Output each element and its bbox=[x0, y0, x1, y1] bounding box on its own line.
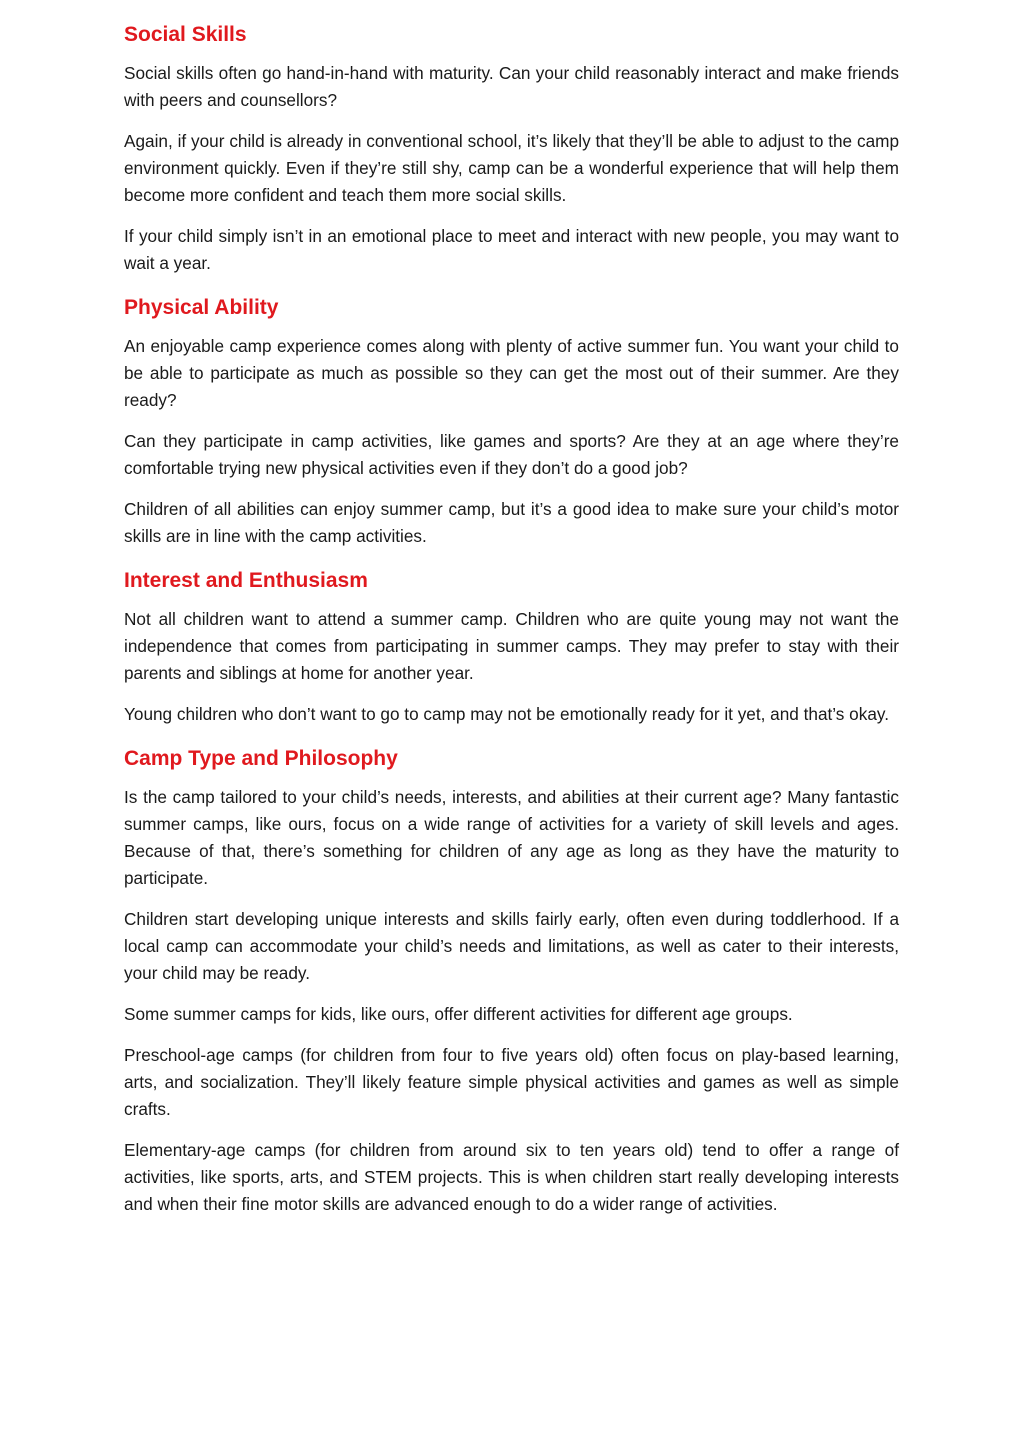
paragraph: Some summer camps for kids, like ours, offer different activities for different age groups. bbox=[124, 1004, 793, 1024]
section-heading: Camp Type and Philosophy bbox=[124, 747, 398, 770]
section-heading: Physical Ability bbox=[124, 296, 279, 319]
paragraph: An enjoyable camp experience comes along with plenty of active summer fun. You want your child to be able to participate as much as possible so they can get the most out of their summer. Are they ready? bbox=[124, 336, 899, 410]
paragraph: Elementary-age camps (for children from around six to ten years old) tend to offer a range of activities, like sports, arts, and STEM projects. This is when children start really developing interests and when their fine motor skills are advanced enough to do a wider range of activities. bbox=[124, 1140, 899, 1214]
paragraph: Young children who don’t want to go to camp may not be emotionally ready for it yet, and that’s okay. bbox=[124, 704, 889, 724]
paragraph: Can they participate in camp activities, like games and sports? Are they at an age where they’re comfortable trying new physical activities even if they don’t do a good job? bbox=[124, 431, 899, 478]
paragraph: Children of all abilities can enjoy summer camp, but it’s a good idea to make sure your child’s motor skills are in line with the camp activities. bbox=[124, 499, 899, 546]
paragraph: Social skills often go hand-in-hand with maturity. Can your child reasonably interact and make friends with peers and counsellors? bbox=[124, 63, 899, 110]
paragraph: Again, if your child is already in conventional school, it’s likely that they’ll be able to adjust to the camp environment quickly. Even if they’re still shy, camp can be a wonderful experience that will help them become more confident and teach them more social skills. bbox=[124, 131, 899, 205]
section-camp-type-philosophy bbox=[124, 742, 899, 1218]
section-heading: Social Skills bbox=[124, 23, 247, 46]
paragraph: Preschool-age camps (for children from four to five years old) often focus on play-based learning, arts, and socialization. They’ll likely feature simple physical activities and games as well as simple crafts. bbox=[124, 1045, 899, 1119]
paragraph: Children start developing unique interests and skills fairly early, often even during toddlerhood. If a local camp can accommodate your child’s needs and limitations, as well as cater to their interests, your child may be ready. bbox=[124, 909, 899, 983]
paragraph: Not all children want to attend a summer camp. Children who are quite young may not want the independence that comes from participating in summer camps. They may prefer to stay with their parents and siblings at home for another year. bbox=[124, 609, 899, 683]
section-heading: Interest and Enthusiasm bbox=[124, 569, 368, 592]
paragraph: Is the camp tailored to your child’s needs, interests, and abilities at their current age? Many fantastic summer camps, like ours, focus on a wide range of activities for a variety of skill levels and ages. Because of that, there’s something for children of any age as long as they have the maturity to participate. bbox=[124, 787, 899, 888]
section-interest-enthusiasm bbox=[124, 564, 899, 728]
section-social-skills bbox=[124, 18, 899, 277]
paragraph: If your child simply isn’t in an emotional place to meet and interact with new people, you may want to wait a year. bbox=[124, 226, 899, 273]
section-physical-ability bbox=[124, 291, 899, 550]
document-page bbox=[124, 18, 899, 1232]
